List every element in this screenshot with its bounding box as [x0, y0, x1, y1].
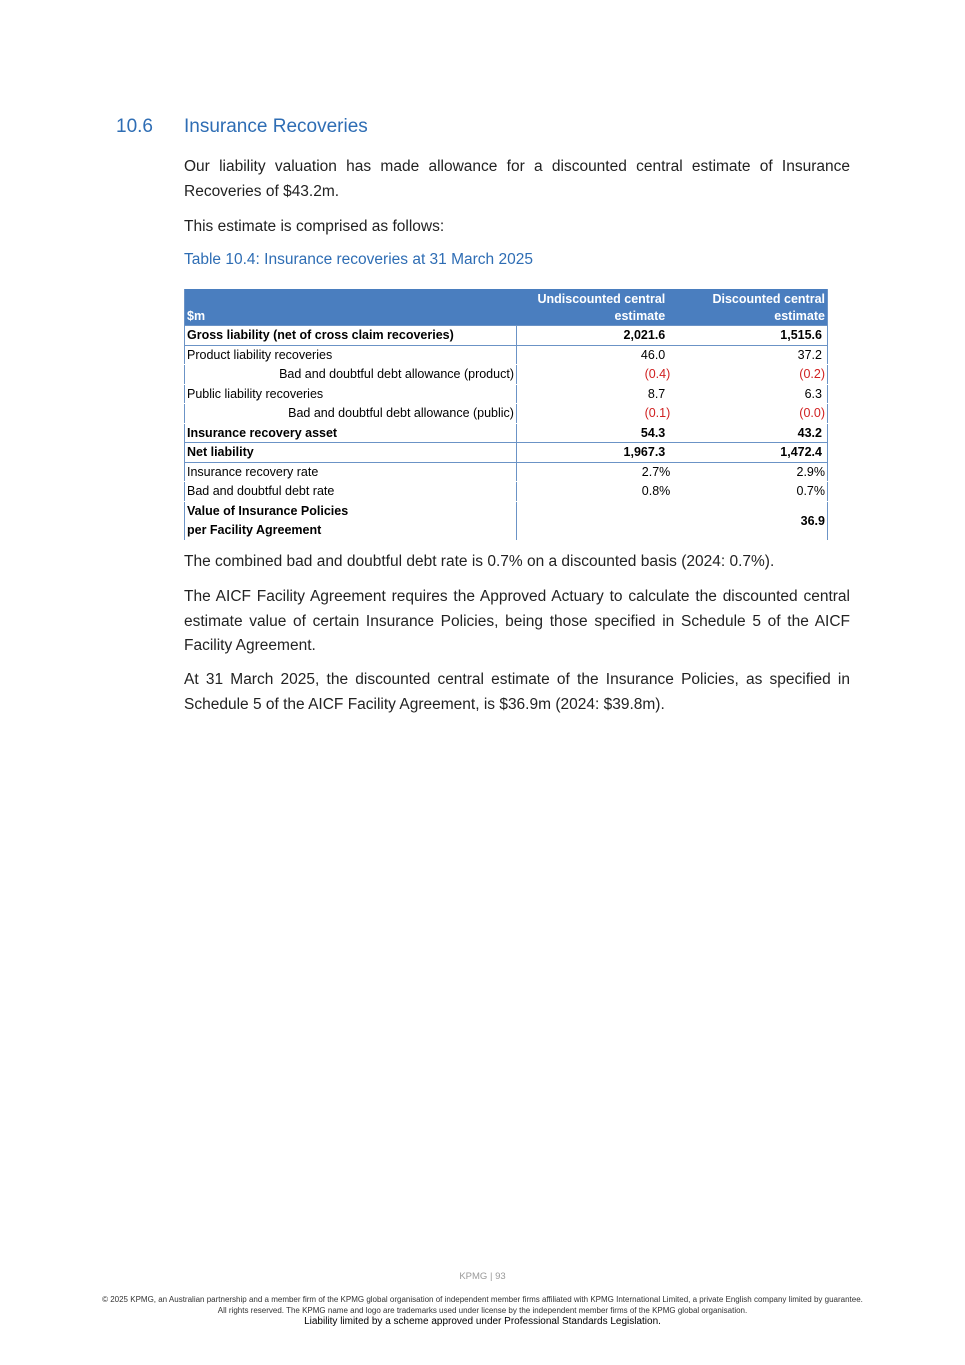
row-label: Bad and doubtful debt allowance (public) [185, 404, 517, 424]
row-undiscounted: 1,967.3 [516, 443, 670, 463]
row-undiscounted: (0.1) [516, 404, 670, 424]
row-discounted: 43.2 [670, 423, 827, 443]
row-label: Bad and doubtful debt allowance (product) [185, 365, 517, 385]
copyright-notice: © 2025 KPMG, an Australian partnership and a member firm of the KPMG global organisation of independent member firms affiliated with KPMG International Limited, a private English company limited by guarantee. All rights reserved. The KPMG name and logo are trademarks used under license by the independent member firms of the KPMG global organisation. [102, 1295, 863, 1315]
table-row [185, 326, 828, 346]
table-row [185, 443, 828, 463]
row-label: Net liability [185, 443, 517, 463]
intro-paragraph: Our liability valuation has made allowance for a discounted central estimate of Insurance Recoveries of $43.2m. [184, 158, 850, 200]
row-label: Gross liability (net of cross claim recoveries) [185, 326, 517, 346]
row-undiscounted: 2.7% [516, 462, 670, 482]
row-label: Insurance recovery asset [185, 423, 517, 443]
row-label [185, 501, 517, 540]
table-row [185, 345, 828, 365]
row-discounted: 1,472.4 [670, 443, 827, 463]
section-heading [116, 116, 368, 138]
section-title: Insurance Recoveries [184, 116, 368, 137]
header-discounted-line2: estimate [774, 309, 825, 323]
header-undiscounted-line2: estimate [614, 309, 666, 323]
row-discounted: 0.7% [670, 482, 827, 502]
row-undiscounted: 0.8% [516, 482, 670, 502]
row-discounted: 37.2 [670, 345, 827, 365]
table-caption: Table 10.4: Insurance recoveries at 31 March 2025 [184, 251, 533, 268]
header-undiscounted-line1: Undiscounted central [537, 292, 666, 306]
table-row [185, 365, 828, 385]
row-discounted: 6.3 [670, 384, 827, 404]
table-row [185, 462, 828, 482]
facility-agreement-paragraph: The AICF Facility Agreement requires the Approved Actuary to calculate the discounted central estimate value of certain Insurance Policies, being those specified in Schedule 5 of the AICF Facility Agreement. [184, 588, 850, 654]
comprised-paragraph: This estimate is comprised as follows: [184, 218, 445, 235]
row-undiscounted: 54.3 [516, 423, 670, 443]
debt-rate-paragraph: The combined bad and doubtful debt rate is 0.7% on a discounted basis (2024: 0.7%). [184, 553, 775, 570]
row-undiscounted: 46.0 [516, 345, 670, 365]
section-number: 10.6 [116, 116, 153, 137]
table-row [185, 384, 828, 404]
row-undiscounted: 8.7 [516, 384, 670, 404]
row-discounted: 1,515.6 [670, 326, 827, 346]
row-discounted: (0.0) [670, 404, 827, 424]
policies-value-paragraph: At 31 March 2025, the discounted central estimate of the Insurance Policies, as specified in Schedule 5 of the AICF Facility Agreement, is $36.9m (2024: $39.8m). [184, 671, 850, 713]
row-undiscounted [516, 501, 670, 540]
row-label: Product liability recoveries [185, 345, 517, 365]
header-discounted [670, 289, 827, 326]
table-row [185, 423, 828, 443]
row-discounted: (0.2) [670, 365, 827, 385]
policies-label-line1: Value of Insurance Policies [187, 503, 349, 518]
row-undiscounted: 2,021.6 [516, 326, 670, 346]
liability-notice: Liability limited by a scheme approved under Professional Standards Legislation. [304, 1316, 661, 1327]
row-label: Bad and doubtful debt rate [185, 482, 517, 502]
row-discounted: 36.9 [670, 501, 827, 540]
table-header-row [185, 289, 828, 326]
row-discounted: 2.9% [670, 462, 827, 482]
page-number: KPMG | 93 [459, 1271, 506, 1282]
table-row-policies [185, 501, 828, 540]
table-row [185, 482, 828, 502]
table-row [185, 404, 828, 424]
insurance-recoveries-table [184, 289, 828, 541]
header-label: $m [185, 289, 517, 326]
row-undiscounted: (0.4) [516, 365, 670, 385]
header-undiscounted [516, 289, 670, 326]
header-discounted-line1: Discounted central [712, 292, 825, 306]
row-label: Public liability recoveries [185, 384, 517, 404]
policies-label-line2: per Facility Agreement [187, 522, 322, 537]
row-label: Insurance recovery rate [185, 462, 517, 482]
